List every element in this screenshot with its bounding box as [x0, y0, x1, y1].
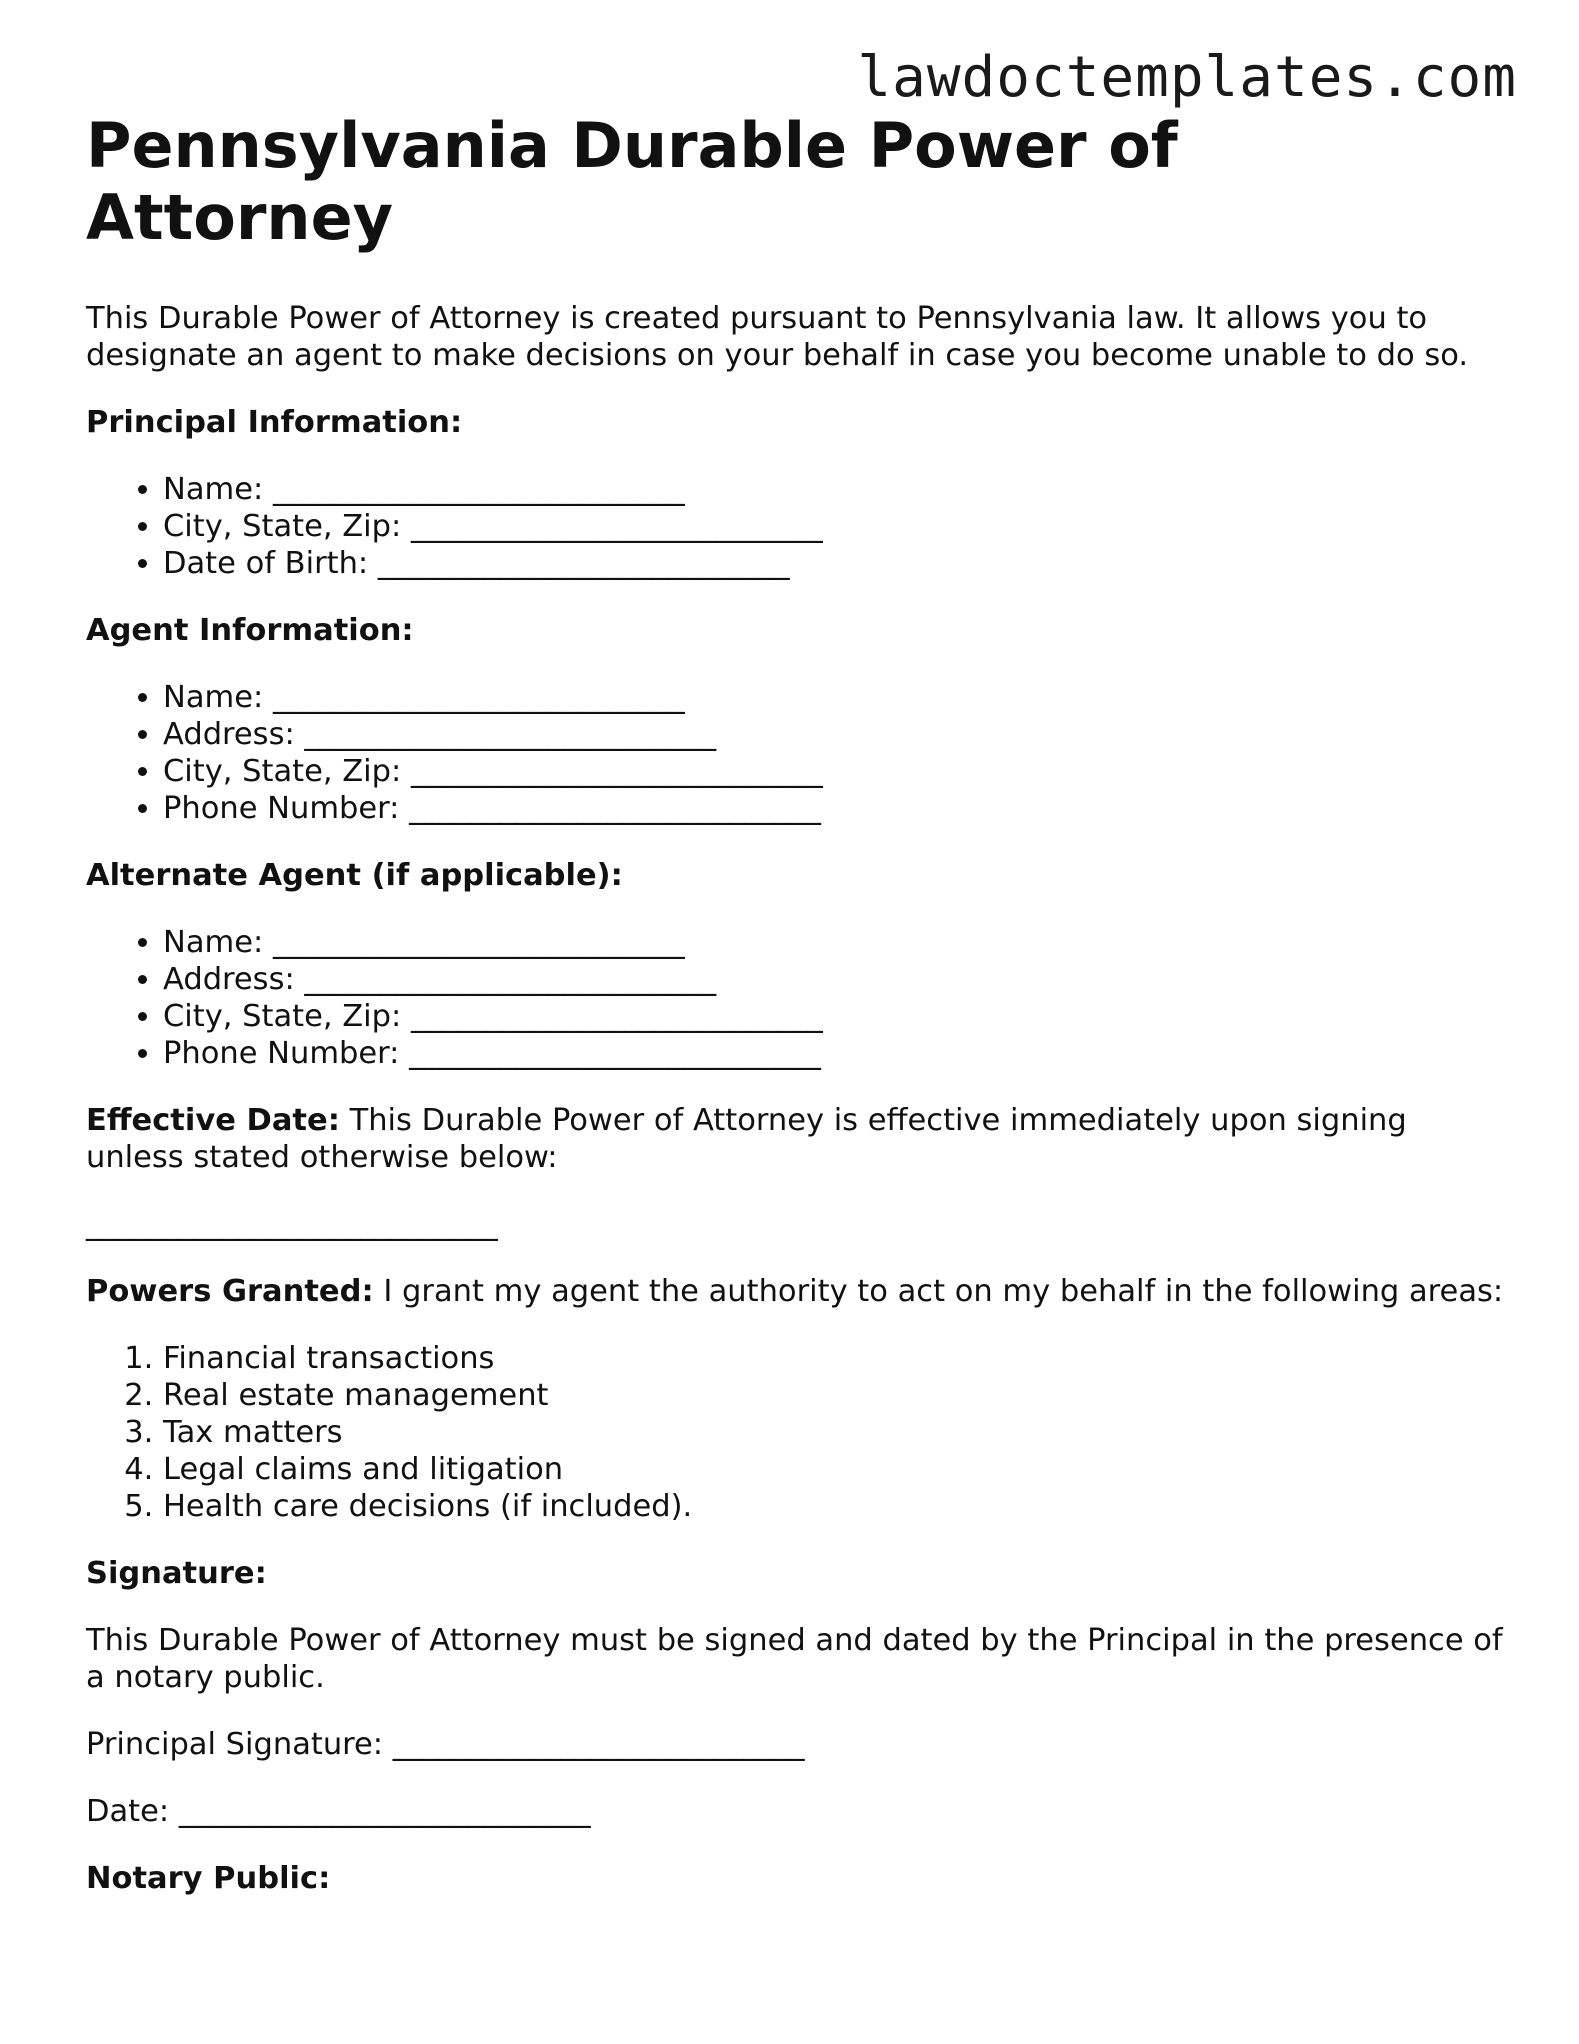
signature-date-line: Date: ___________________________	[86, 1794, 591, 1829]
power-item-legal: 4. Legal claims and litigation	[163, 1451, 1506, 1488]
intro-paragraph: This Durable Power of Attorney is created pursuant to Pennsylvania law. It allows you to designate an agent to make decisions on your behalf in case you become unable to do so.	[86, 301, 1469, 373]
alternate-agent-address-field: • Address: ___________________________	[163, 961, 1506, 998]
principal-fields-list	[86, 471, 1506, 582]
document-title: Pennsylvania Durable Power of Attorney	[86, 109, 1178, 254]
principal-signature-line: Principal Signature: ___________________________	[86, 1727, 805, 1762]
signature-heading: Signature:	[86, 1556, 267, 1591]
powers-text: I grant my agent the authority to act on my behalf in the following areas:	[373, 1274, 1504, 1309]
power-item-health: 5. Health care decisions (if included).	[163, 1488, 1506, 1525]
document-body	[86, 110, 1506, 1927]
agent-phone-field: • Phone Number: ___________________________	[163, 790, 1506, 827]
alternate-agent-fields-list	[86, 924, 1506, 1072]
agent-heading: Agent Information:	[86, 613, 414, 648]
agent-city-field: • City, State, Zip: ___________________________	[163, 753, 1506, 790]
agent-fields-list	[86, 679, 1506, 827]
alternate-agent-heading: Alternate Agent (if applicable):	[86, 858, 623, 893]
principal-name-field: • Name: ___________________________	[163, 471, 1506, 508]
signature-paragraph: This Durable Power of Attorney must be signed and dated by the Principal in the presence of a notary public.	[86, 1623, 1503, 1695]
power-item-real-estate: 2. Real estate management	[163, 1377, 1506, 1414]
notary-heading: Notary Public:	[86, 1861, 331, 1896]
power-item-financial: 1. Financial transactions	[163, 1340, 1506, 1377]
power-item-tax: 3. Tax matters	[163, 1414, 1506, 1451]
effective-date-label: Effective Date:	[86, 1103, 340, 1138]
powers-label: Powers Granted:	[86, 1274, 374, 1309]
principal-city-field: • City, State, Zip: ___________________________	[163, 508, 1506, 545]
agent-name-field: • Name: ___________________________	[163, 679, 1506, 716]
alternate-agent-phone-field: • Phone Number: ___________________________	[163, 1035, 1506, 1072]
principal-dob-field: • Date of Birth: ___________________________	[163, 545, 1506, 582]
site-watermark: lawdoctemplates.com	[857, 45, 1517, 110]
alternate-agent-city-field: • City, State, Zip: ___________________________	[163, 998, 1506, 1035]
powers-list	[86, 1340, 1506, 1525]
alternate-agent-name-field: • Name: ___________________________	[163, 924, 1506, 961]
agent-address-field: • Address: ___________________________	[163, 716, 1506, 753]
effective-date-paragraph	[86, 1102, 1506, 1176]
effective-date-text: This Durable Power of Attorney is effective immediately upon signing unless stated otherwise below:	[86, 1103, 1407, 1175]
powers-paragraph	[86, 1273, 1506, 1310]
effective-date-blank: ___________________________	[86, 1207, 498, 1242]
principal-heading: Principal Information:	[86, 405, 463, 440]
